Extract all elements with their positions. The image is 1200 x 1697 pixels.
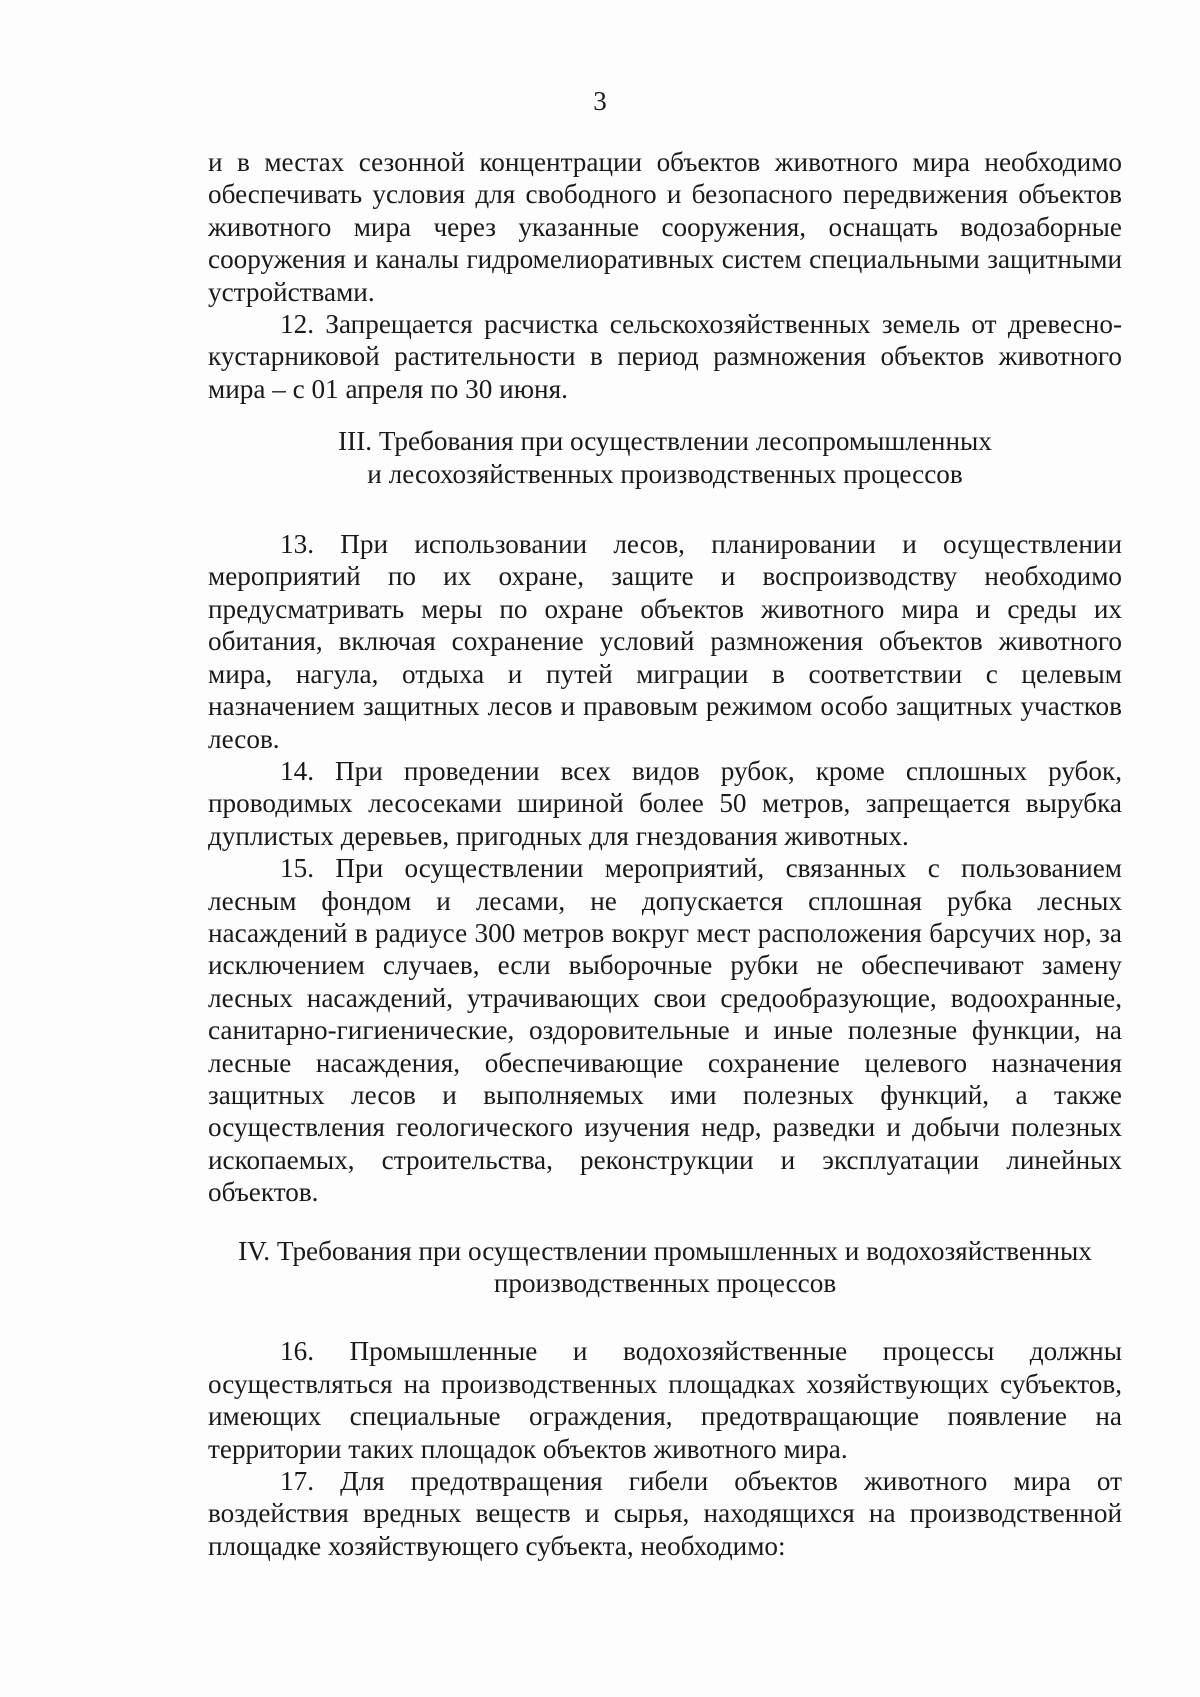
section-4-heading-line-2: производственных процессов — [493, 1268, 837, 1298]
section-4-heading — [192, 1235, 1138, 1300]
section-4-heading-line-1: IV. Требования при осуществлении промышленных и водохозяйственных — [238, 1235, 1092, 1266]
section-3-heading-line-2: и лесохозяйственных производственных процессов — [367, 458, 963, 489]
paragraph-12: 12. Запрещается расчистка сельскохозяйственных земель от древесно-кустарниковой растительности в период размножения объектов животного мира – с 01 апреля по 30 июня. — [208, 309, 1122, 404]
paragraph-13: 13. При использовании лесов, планировании и осуществлении мероприятий по их охране, защите и воспроизводству необходимо предусматривать меры по охране объектов животного мира и среды их обитания, включая сохранение условий размножения объектов животного мира, нагула, отдыха и путей миграции в соответствии с целевым назначением защитных лесов и правовым режимом особо защитных участков лесов. — [208, 529, 1122, 754]
document-body — [208, 146, 1122, 1562]
paragraph-16: 16. Промышленные и водохозяйственные процессы должны осуществляться на производственных площадках хозяйствующих субъектов, имеющих специальные ограждения, предотвращающие появление на территории таких площадок объектов животного мира. — [208, 1336, 1122, 1464]
section-3-heading — [208, 425, 1122, 490]
paragraph-14: 14. При проведении всех видов рубок, кроме сплошных рубок, проводимых лесосеками шириной более 50 метров, запрещается вырубка дуплистых деревьев, пригодных для гнездования животных. — [208, 755, 1122, 851]
page-number: 3 — [593, 86, 607, 116]
paragraph-15: 15. При осуществлении мероприятий, связанных с пользованием лесным фондом и лесами, не допускается сплошная рубка лесных насаждений в радиусе 300 метров вокруг мест расположения барсучих нор, за исключением случаев, если выборочные рубки не обеспечивают замену лесных насаждений, утрачивающих свои средообразующие, водоохранные, санитарно-гигиенические, оздоровительные и иные полезные функции, на лесные насаждения, обеспечивающие сохранение целевого назначения защитных лесов и выполняемых ими полезных функций, а также осуществления геологического изучения недр, разведки и добычи полезных ископаемых, строительства, реконструкции и эксплуатации линейных объектов. — [208, 853, 1122, 1208]
paragraph-17: 17. Для предотвращения гибели объектов животного мира от воздействия вредных веществ и сырья, находящихся на производственной площадке хозяйствующего субъекта, необходимо: — [208, 1466, 1122, 1561]
section-3-heading-line-1: III. Требования при осуществлении лесопромышленных — [338, 426, 992, 457]
paragraph-continuation: и в местах сезонной концентрации объектов животного мира необходимо обеспечивать условия для свободного и безопасного передвижения объектов животного мира через указанные сооружения, оснащать водозаборные сооружения и каналы гидромелиоративных систем специальными защитными устройствами. — [208, 147, 1122, 307]
